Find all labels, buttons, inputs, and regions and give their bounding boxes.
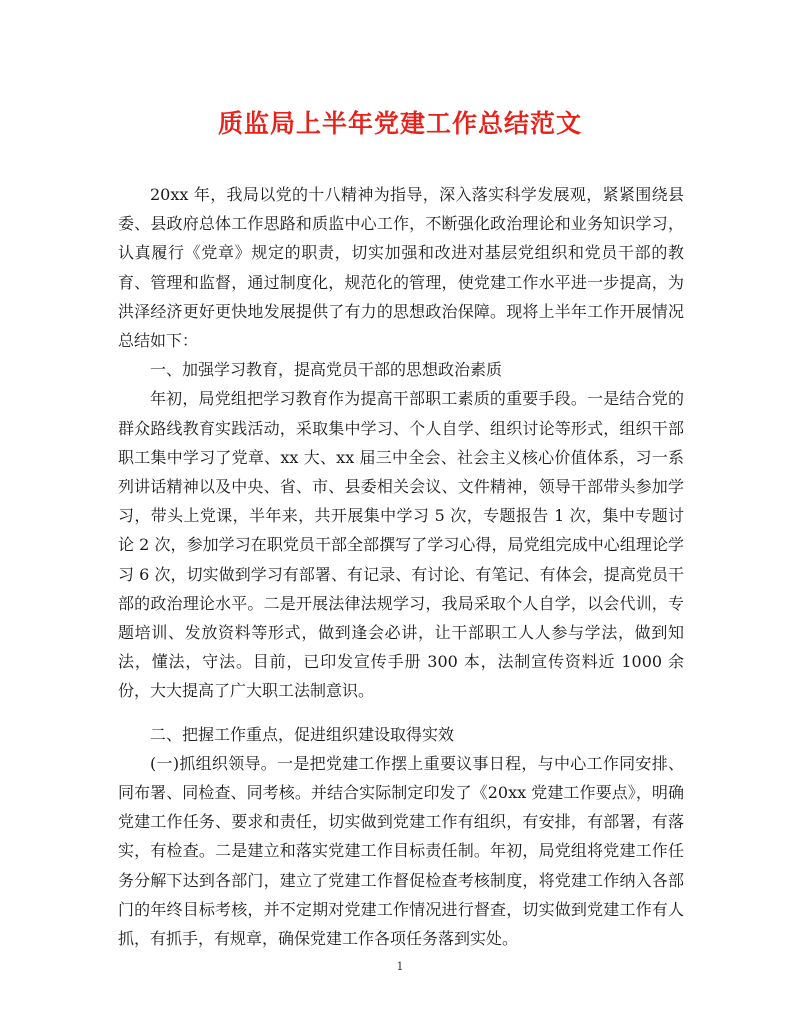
page-number: 1 (396, 960, 404, 973)
section-heading-1: 一、加强学习教育，提高党员干部的思想政治素质 (150, 360, 503, 380)
paragraph-spacer (118, 706, 684, 720)
section-2-paragraph: (一)抓组织领导。一是把党建工作摆上重要议事日程，与中心工作同安排、同布署、同检查、同考核。并结合实际制定印发了《20xx 党建工作要点》，明确党建工作任务、要求和责任，切实做到党建工作有组织，有安排，有部署，有落实，有检查。二是建立和落实党建工作目标责任制。年初，局党组将党建工作任务分解下达到各部门，建立了党建工作督促检查考核制度，将党建工作纳入各部门的年终目标考核，并不定期对党建工作情况进行督查，切实做到党建工作有人抓，有抓手，有规章，确保党建工作各项任务落到实处。 (118, 753, 684, 949)
section-heading-2: 二、把握工作重点，促进组织建设取得实效 (150, 724, 455, 744)
document-title: 质监局上半年党建工作总结范文 (217, 109, 582, 138)
intro-paragraph: 20xx 年，我局以党的十八精神为指导，深入落实科学发展观，紧紧围绕县委、县政府总体工作思路和质监中心工作，不断强化政治理论和业务知识学习，认真履行《党章》规定的职责，切实加强和改进对基层党组织和党员干部的教育、管理和监督，通过制度化，规范化的管理，使党建工作水平进一步提高，为洪泽经济更好更快地发展提供了有力的思想政治保障。现将上半年工作开展情况总结如下： (118, 185, 684, 351)
section-1-paragraph: 年初，局党组把学习教育作为提高干部职工素质的重要手段。一是结合党的群众路线教育实践活动，采取集中学习、个人自学、组织讨论等形式，组织干部职工集中学习了党章、xx 大、xx 届三中全会、社会主义核心价值体系，习一系列讲话精神以及中央、省、市、县委相关会议、文件精神，领导干部带头参加学习，带头上党课，半年来，共开展集中学习 5 次，专题报告 1 次，集中专题讨论 2 次，参加学习在职党员干部全部撰写了学习心得，局党组完成中心组理论学习 6 次，切实做到学习有部署、有记录、有讨论、有笔记、有体会，提高党员干部的政治理论水平。二是开展法律法规学习，我局采取个人自学，以会代训，专题培训、发放资料等形式，做到逢会必讲，让干部职工人人参与学法，做到知法，懂法，守法。目前，已印发宣传手册 300 本，法制宣传资料近 1000 余份，大大提高了广大职工法制意识。 (118, 389, 684, 701)
document-body (118, 180, 684, 953)
